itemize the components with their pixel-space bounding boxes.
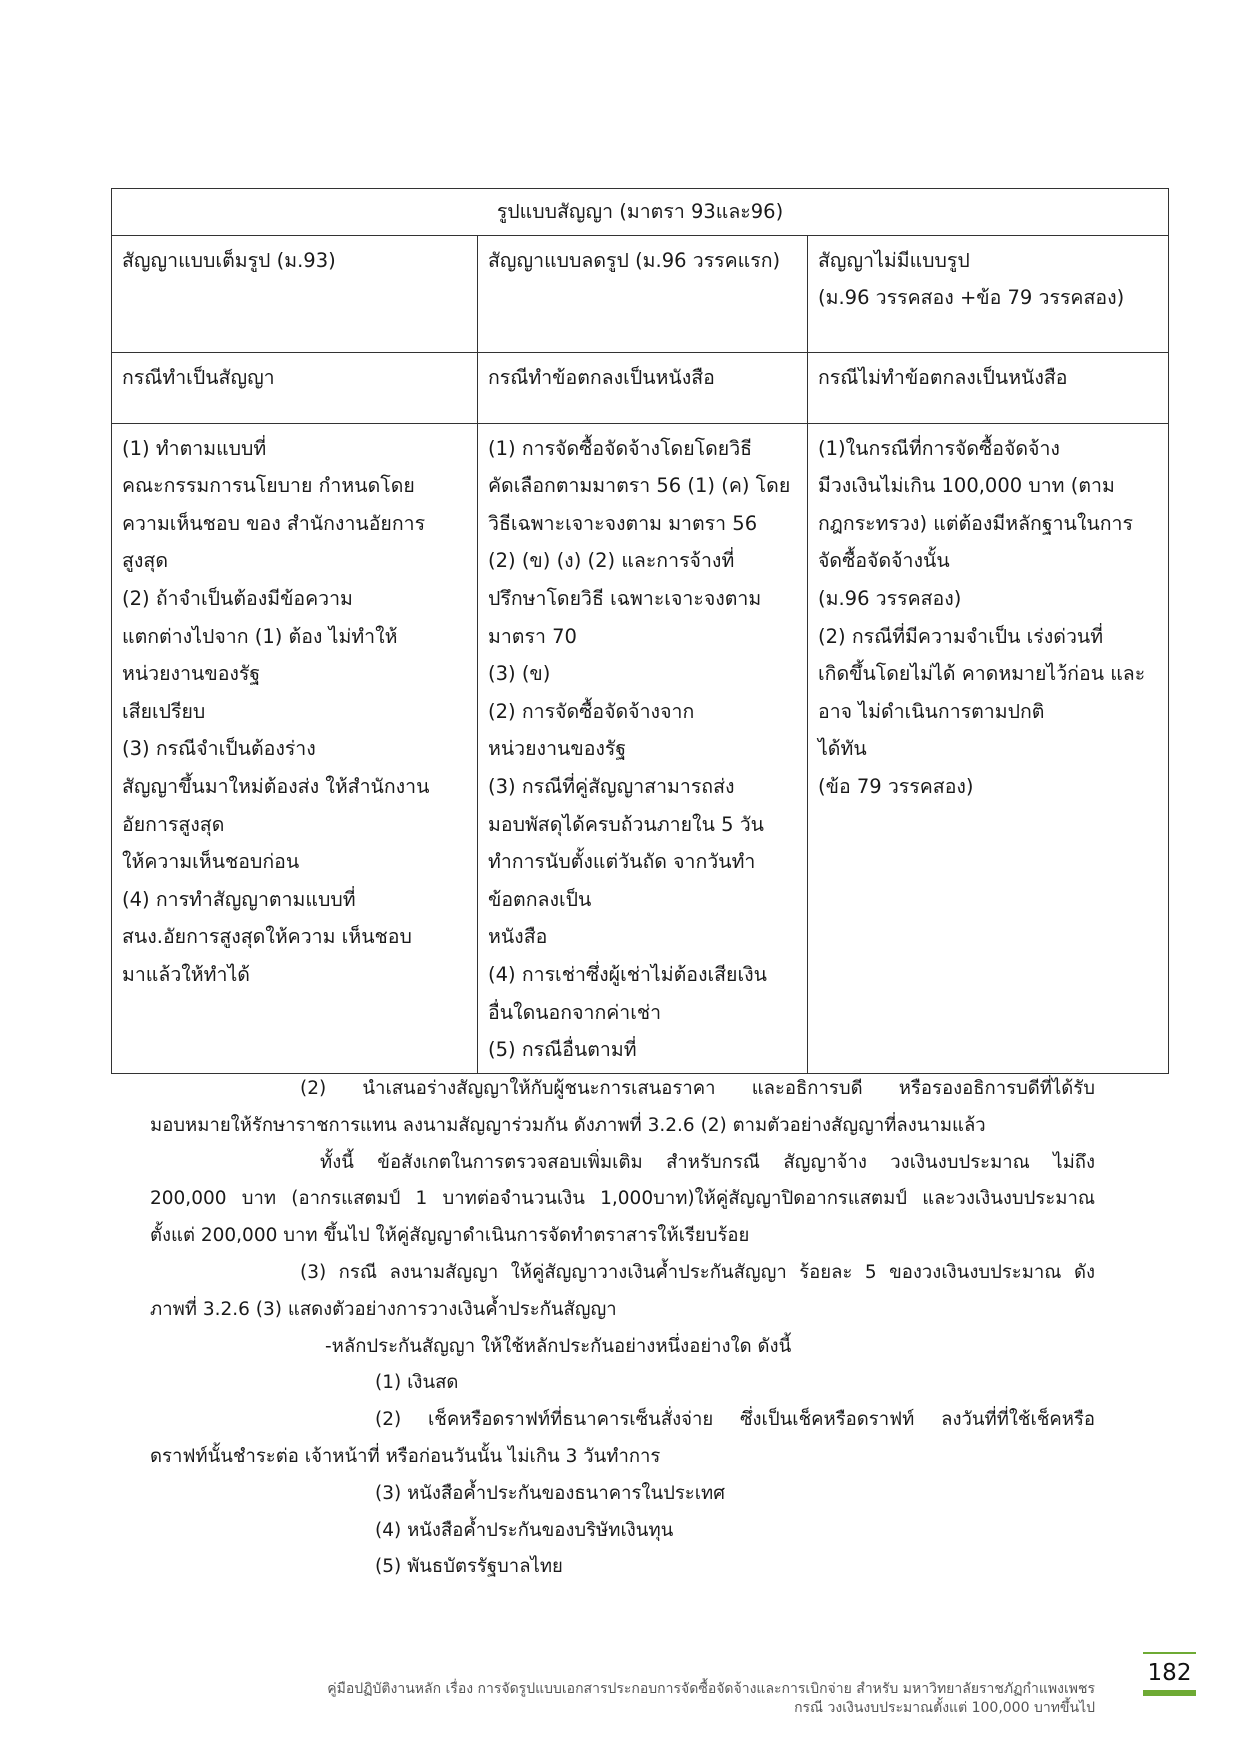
contract-format-table	[111, 188, 1169, 1074]
guarantee-item-1: (1) เงินสด	[375, 1372, 459, 1394]
table-title-row	[112, 189, 1169, 236]
guarantee-item-4: (4) หนังสือค้ำประกันของบริษัทเงินทุน	[375, 1519, 674, 1541]
note-line-1: ทั้งนี้ ข้อสังเกตในการตรวจสอบเพิ่มเติม สำหรับกรณี สัญญาจ้าง วงเงินงบประมาณ ไม่ถึง	[320, 1151, 1095, 1173]
col-full-form-case: กรณีทำเป็นสัญญา	[112, 352, 478, 423]
body-text	[150, 1071, 1095, 1586]
col-no-form-header: สัญญาไม่มีแบบรูป (ม.96 วรรคสอง +ข้อ 79 วรรคสอง)	[808, 235, 1169, 352]
paragraph-2-line-2: มอบหมายให้รักษาราชการแทน ลงนามสัญญาร่วมกัน ดังภาพที่ 3.2.6 (2) ตามตัวอย่างสัญญาที่ลงนามแล้ว	[150, 1114, 986, 1136]
col-no-form-details: (1)ในกรณีที่การจัดซื้อจัดจ้าง มีวงเงินไม่เกิน 100,000 บาท (ตาม กฎกระทรวง) แต่ต้องมีหลักฐานในการ จัดซื้อจัดจ้างนั้น (ม.96 วรรคสอง) (2) กรณีที่มีความจำเป็น เร่งด่วนที่ เกิดขึ้นโดยไม่ได้ คาดหมายไว้ก่อน และ อาจ ไม่ดำเนินการตามปกติ ได้ทัน (ข้อ 79 วรรคสอง)	[808, 423, 1169, 1073]
col-reduced-form-header: สัญญาแบบลดรูป (ม.96 วรรคแรก)	[478, 235, 808, 352]
paragraph-3-line-1: (3) กรณี ลงนามสัญญา ให้คู่สัญญาวางเงินค้ำประกันสัญญา ร้อยละ 5 ของวงเงินงบประมาณ ดัง	[300, 1261, 1095, 1283]
page-number-bottom-rule	[1143, 1690, 1196, 1696]
guarantee-item-2-line-1: (2) เช็คหรือดราฟท์ที่ธนาคารเซ็นสั่งจ่าย ซึ่งเป็นเช็คหรือดราฟท์ ลงวันที่ที่ใช้เช็คหรือ	[375, 1409, 1095, 1431]
col-full-form-details: (1) ทำตามแบบที่ คณะกรรมการนโยบาย กำหนดโดย ความเห็นชอบ ของ สำนักงานอัยการ สูงสุด (2) ถ้าจำเป็นต้องมีข้อความ แตกต่างไปจาก (1) ต้อง ไม่ทำให้ หน่วยงานของรัฐ เสียเปรียบ (3) กรณีจำเป็นต้องร่าง สัญญาขึ้นมาใหม่ต้องส่ง ให้สำนักงาน อัยการสูงสุด ให้ความเห็นชอบก่อน (4) การทำสัญญาตามแบบที่ สนง.อัยการสูงสุดให้ความ เห็นชอบ มาแล้วให้ทำได้	[112, 423, 478, 1073]
guarantee-item-5: (5) พันธบัตรรัฐบาลไทย	[375, 1556, 563, 1578]
page-number: 182	[1147, 1660, 1192, 1686]
table-title: รูปแบบสัญญา (มาตรา 93และ96)	[112, 189, 1169, 236]
footer-line-2: กรณี วงเงินงบประมาณตั้งแต่ 100,000 บาทขึ้นไป	[794, 1700, 1095, 1716]
guarantee-heading: -หลักประกันสัญญา ให้ใช้หลักประกันอย่างหนึ่งอย่างใด ดังนี้	[325, 1335, 792, 1357]
guarantee-item-2-line-2: ดราฟท์นั้นชำระต่อ เจ้าหน้าที่ หรือก่อนวันนั้น ไม่เกิน 3 วันทำการ	[150, 1445, 661, 1467]
table-header-row	[112, 235, 1169, 352]
footer-line-1: คู่มือปฏิบัติงานหลัก เรื่อง การจัดรูปแบบเอกสารประกอบการจัดซื้อจัดจ้างและการเบิกจ่าย สำหรับ มหาวิทยาลัยราชภัฏกำแพงเพชร	[327, 1681, 1095, 1697]
page-footer	[327, 1680, 1095, 1718]
guarantee-item-3: (3) หนังสือค้ำประกันของธนาคารในประเทศ	[375, 1482, 725, 1504]
col-reduced-form-details: (1) การจัดซื้อจัดจ้างโดยโดยวิธี คัดเลือกตามมาตรา 56 (1) (ค) โดย วิธีเฉพาะเจาะจงตาม มาตรา 56 (2) (ข) (ง) (2) และการจ้างที่ ปรึกษาโดยวิธี เฉพาะเจาะจงตาม มาตรา 70 (3) (ข) (2) การจัดซื้อจัดจ้างจาก หน่วยงานของรัฐ (3) กรณีที่คู่สัญญาสามารถส่ง มอบพัสดุได้ครบถ้วนภายใน 5 วัน ทำการนับตั้งแต่วันถัด จากวันทำ ข้อตกลงเป็น หนังสือ (4) การเช่าซึ่งผู้เช่าไม่ต้องเสียเงิน อื่นใดนอกจากค่าเช่า (5) กรณีอื่นตามที่	[478, 423, 808, 1073]
col-reduced-form-case: กรณีทำข้อตกลงเป็นหนังสือ	[478, 352, 808, 423]
col-full-form-header: สัญญาแบบเต็มรูป (ม.93)	[112, 235, 478, 352]
table-details-row	[112, 423, 1169, 1073]
table-case-row	[112, 352, 1169, 423]
paragraph-3-line-2: ภาพที่ 3.2.6 (3) แสดงตัวอย่างการวางเงินค้ำประกันสัญญา	[150, 1298, 617, 1320]
note-line-2: 200,000 บาท (อากรแสตมป์ 1 บาทต่อจำนวนเงิน 1,000บาท)ให้คู่สัญญาปิดอากรแสตมป์ และวงเงินงบประมาณ	[150, 1188, 1095, 1210]
note-line-3: ตั้งแต่ 200,000 บาท ขึ้นไป ให้คู่สัญญาดำเนินการจัดทำตราสารให้เรียบร้อย	[150, 1225, 750, 1247]
col-no-form-case: กรณีไม่ทำข้อตกลงเป็นหนังสือ	[808, 352, 1169, 423]
paragraph-2-line-1: (2) นำเสนอร่างสัญญาให้กับผู้ชนะการเสนอราคา และอธิการบดี หรือรองอธิการบดีที่ได้รับ	[300, 1078, 1095, 1099]
page-number-top-rule	[1143, 1652, 1196, 1654]
